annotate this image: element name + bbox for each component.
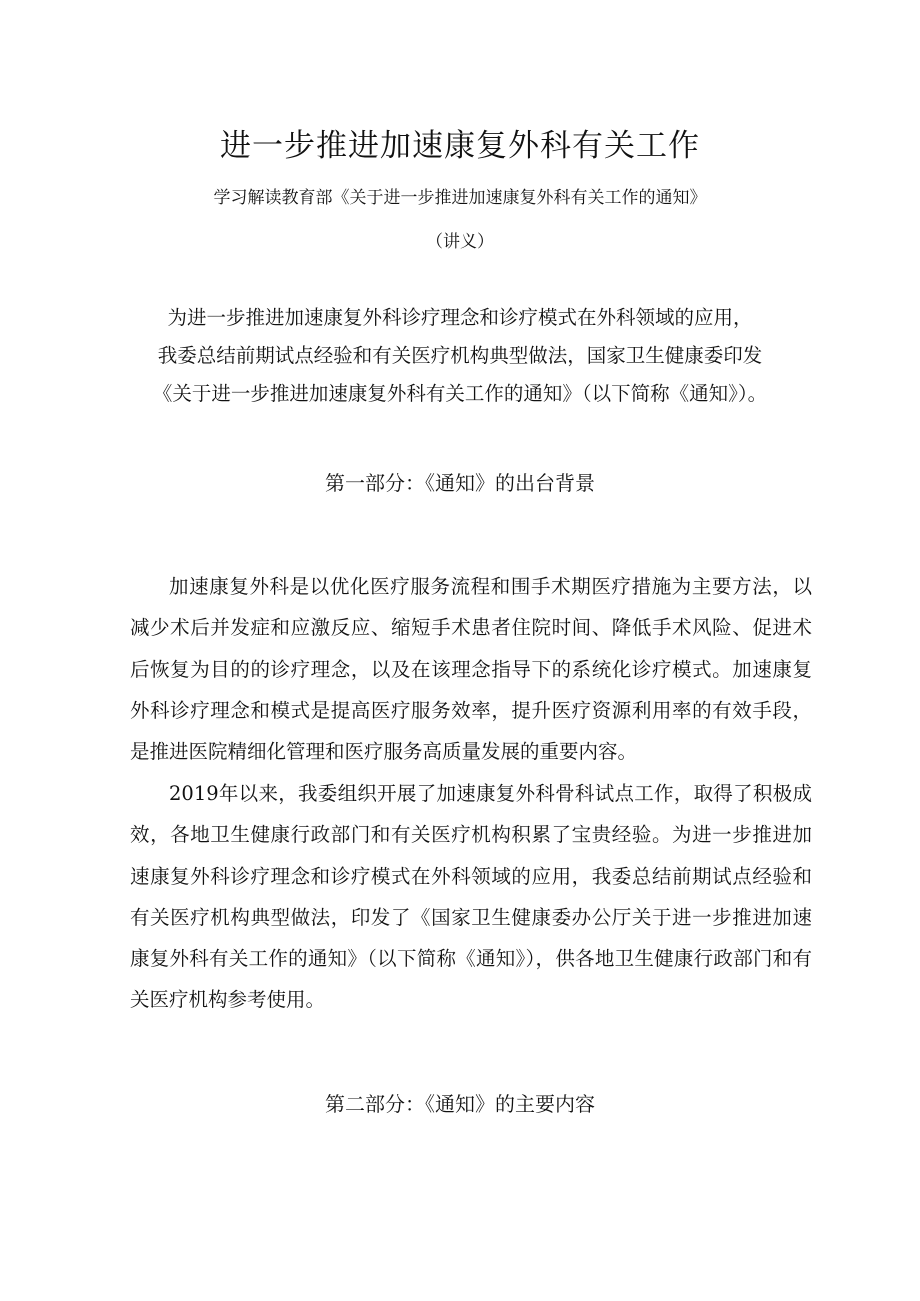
intro-line: 为进一步推进加速康复外科诊疗理念和诊疗模式在外科领域的应用， [167, 306, 753, 329]
section-heading-content: 第二部分：《通知》的主要内容 [325, 1092, 595, 1116]
lecture-label: （讲义） [426, 232, 494, 252]
document-title: 进一步推进加速康复外科有关工作 [220, 128, 700, 164]
intro-line: 《关于进一步推进加速康复外科有关工作的通知》（以下简称《通知》）。 [152, 382, 768, 405]
body-paragraph: 加速康复外科是以优化医疗服务流程和围手术期医疗措施为主要方法，以减少术后并发症和应激反应、缩短手术患者住院时间、降低手术风险、促进术后恢复为目的的诊疗理念，以及在该理念指导下的系统化诊疗模式。加速康复外科诊疗理念和模式是提高医疗服务效率，提升医疗资源利用率的有效手段，是推进医院精细化管理和医疗服务高质量发展的重要内容。 [130, 575, 812, 764]
document-subtitle: 学习解读教育部《关于进一步推进加速康复外科有关工作的通知》 [213, 188, 707, 208]
body-paragraph: 2019年以来，我委组织开展了加速康复外科骨科试点工作，取得了积极成效，各地卫生健康行政部门和有关医疗机构积累了宝贵经验。为进一步推进加速康复外科诊疗理念和诊疗模式在外科领域的应用，我委总结前期试点经验和有关医疗机构典型做法，印发了《国家卫生健康委办公厅关于进一步推进加速康复外科有关工作的通知》（以下简称《通知》），供各地卫生健康行政部门和有关医疗机构参考使用。 [130, 782, 812, 1012]
section-heading-background: 第一部分：《通知》的出台背景 [325, 471, 595, 495]
intro-line: 我委总结前期试点经验和有关医疗机构典型做法，国家卫生健康委印发 [157, 344, 763, 367]
